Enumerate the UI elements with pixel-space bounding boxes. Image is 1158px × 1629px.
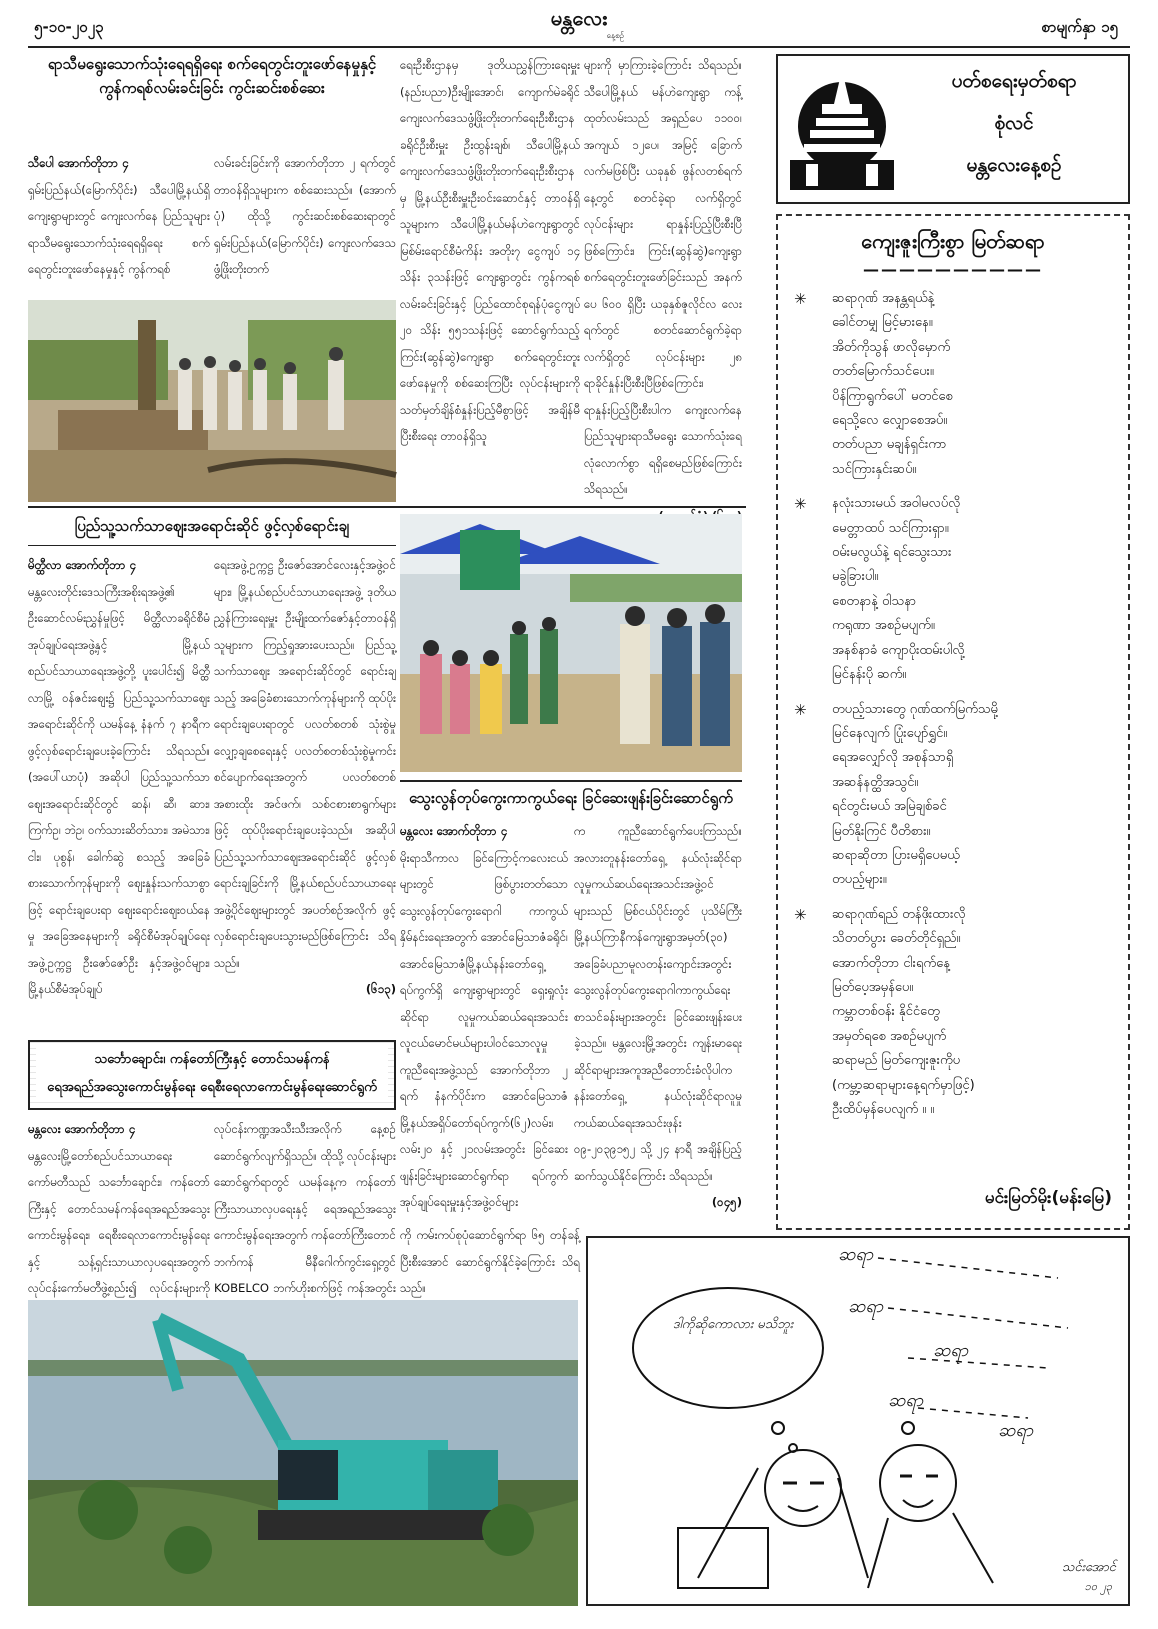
article1-photo-drilling-site (28, 300, 396, 502)
article2-byline: မိတ္ထီလာ အောက်တိုဘာ ၄ (28, 558, 136, 572)
cartoon-shout-5: ဆရာ (998, 1420, 1034, 1441)
poem-line: အောက်တိုဘာ ငါးရက်နေ့ (832, 955, 950, 971)
poem-line: တတ်မြောက်သင်ပေး။ (832, 364, 934, 380)
cartoon-signature-date: ၁၀ ၂၃ (1084, 1580, 1112, 1593)
issue-date: ၅-၁၀-၂၀၂၃ (34, 18, 104, 36)
article1-col1 (28, 150, 210, 290)
poem-line: မြင်နန်းပို ဆက်။ (832, 667, 907, 683)
poem-line: ပိန်ကြာရွက်ပေါ် မတင်စေ (832, 388, 953, 404)
poem-line: အမှတ်ရစေ အစဉ်မပျက် (832, 1028, 947, 1044)
cartoon-signature: သင်းအောင် (1061, 1560, 1116, 1575)
poem-line: တပည့်သားတွေ ဂုဏ်ထက်မြက်သမို့ (832, 701, 998, 717)
poem-box (776, 214, 1130, 1230)
poem-line: ရေသို့လေ လျှောစေအပ်။ (832, 413, 948, 429)
poem-stanza (794, 698, 1112, 893)
article1-headline (28, 52, 396, 100)
article2-code: (၆၁၃) (365, 982, 396, 996)
article4-headline-line2: ရေအရည်အသွေးကောင်းမွန်ရေး ရေစီးရေလာကောင်းမွန်ရေးဆောင်ရွက် (36, 1074, 388, 1102)
article1-col2-text: လမ်းခင်းခြင်းကို အောက်တိုဘာ ၂ ရက်တွင် တာဝန်ရှိသူများက စစ်ဆေးသည်။ (အောက်ပုံ) ထိုသို့ ကွင်းဆင်းစစ်ဆေးရာတွင် ရှမ်းပြည်နယ်(မြောက်ပိုင်း) ကျေးလက်ဒေသဖွံ့ဖြိုးတိုးတက် (214, 156, 396, 276)
article2-headline: ပြည်သူ့သက်သာဈေးအရောင်းဆိုင် ဖွင့်လှစ်ရောင်းချ (74, 517, 350, 535)
article1-col4 (584, 52, 742, 502)
article3-top-rule (400, 780, 742, 782)
poem-line: ကရုဏာ အစဉ်မပျက်။ (832, 618, 935, 634)
poem-line: ဆရာဂုဏ်ရည် တန်ဖိုးထားလို (832, 906, 966, 922)
poem-line: ဝမ်းမလွယ်နဲ့ ရင်သွေးသား (832, 545, 952, 561)
poem-line: ဦးထိပ်မှန်ပေလျက် ။ ။ (832, 1102, 935, 1117)
asterisk-icon: ✳ (794, 700, 807, 719)
article4-col1-text: မန္တလေးမြို့တော်စည်ပင်သာယာရေးကော်မတီသည် သင်္ဘောချောင်း၊ ကန်တော်ကြီးနှင့် တောင်သမန်ကန်ရေအရည်အသွေးကောင်းမွန်ရေး၊ ရေစီးရေလာကောင်းမွန်ရေးနှင့် သန့်ရှင်းသာယာလှပရေးအတွက် လုပ်ငန်းကော်မတီဖွဲ့စည်း၍ လုပ်ငန်းများကို (28, 1148, 210, 1295)
divider-1 (28, 506, 746, 508)
article1-headline-line2: ကွန်ကရစ်လမ်းခင်းခြင်း ကွင်းဆင်းစစ်ဆေး (99, 79, 325, 97)
poem-divider: —————————— (863, 260, 1043, 279)
banner-line-1: ပတ်စရေးမှတ်စရာ (951, 70, 1077, 92)
article4-col3 (400, 1222, 580, 1296)
banner-line-2: စုံလင် (994, 112, 1034, 134)
poem-line: ရေအလျှော်လို အစုန်သာရှိ (832, 750, 954, 766)
article2-col2-text: ရေးအဖွဲ့ဥက္ကဋ္ဌ ဦးဇော်အောင်လေးနှင့်အဖွဲ့ဝင်များ၊ မြို့နယ်စည်ပင်သာယာရေးအဖွဲ့ ဒုတိယညွှန်ကြားရေးမှူး ဦးမျိုးထက်ဇော်နှင့်တာဝန်ရှိသူများက ကြည့်ရှုအားပေးသည်။ ပြည်သူ့သက်သာဈေး အရောင်းဆိုင်တွင် ရောင်းချသည့် အခြေခံစားသောက်ကုန်များကို ထုပ်ပိုးရောင်းချပေးရာတွင် ပလတ်စတစ် သုံးစွဲမှုလျှော့ချစေရေးနှင့် ပလတ်စတစ်သုံးစွဲမှုကင်းစင်ပျောက်ရေးအတွက် ပလတ်စတစ်အစားထိုး အင်ဖက်၊ သစ်ငစားစာရွက်များဖြင့် ထုပ်ပိုးရောင်းချပေးခဲ့သည်။ အဆိုပါ ပြည်သူ့သက်သာဈေးအရောင်းဆိုင် ဖွင့်လှစ်ရောင်းချခြင်းကို မြို့နယ်စည်ပင်သာယာရေးအဖွဲ့ပိုင်ဈေးများတွင် အပတ်စဉ်အလိုက် ဖွင့်လှစ်ရောင်းချပေးသွားမည်ဖြစ်ကြောင်း သိရသည်။ (214, 558, 396, 970)
poem-line: သိတတ်ပွား ခေတ်တိုင်ရှည်။ (832, 931, 961, 947)
masthead-subtitle: နေ့စဉ် (606, 31, 624, 40)
article1-headline-line1: ရာသီမရွေးသောက်သုံးရေရရှိရေး စက်ရေတွင်းတူးဖော်နေမှုနှင့် (47, 55, 377, 73)
article2-col1 (28, 552, 210, 1036)
cartoon-shout-2: ဆရာ (848, 1296, 884, 1317)
poem-line: မေတ္တာထပ် သင်ကြားရှာ။ (832, 520, 949, 536)
poem-stanza (794, 492, 1112, 687)
poem-line: တတ်ပညာ မချန်ရှင်းကာ (832, 437, 947, 453)
poem-stanza (794, 287, 1112, 482)
poem-line: (ကမ္ဘာ့ဆရာများနေ့ရက်မှာဖြင့်) (832, 1077, 975, 1093)
cartoon-shout-1: ဆရာ (838, 1244, 874, 1265)
poem-line: မြင်နေလျက် ပြုံးပျော်ရွှင်။ (832, 725, 948, 741)
poem-line: မြတ်ပေ့အမှန်ပေ။ (832, 979, 914, 995)
article4-col1 (28, 1116, 210, 1296)
article2-col2 (214, 552, 396, 1036)
cartoon-drawing (588, 1238, 1128, 1604)
article1-col3 (400, 52, 580, 502)
article1-byline: သီပေါ အောက်တိုဘာ ၄ (28, 156, 129, 170)
poem-stanzas (794, 287, 1112, 1122)
cartoon-shout-4: ဆရာ (888, 1390, 924, 1411)
article3-code: (၀၄၅) (711, 1195, 742, 1209)
poem-line: ဆရာဆိုတာ ပြားမရှိပေမယ့် (832, 847, 960, 863)
poem-line: အနစ်နာခံ ကျောပိုးထမ်းပါလို့ (832, 642, 965, 658)
masthead-title: မန္တလေး (550, 6, 608, 30)
article3-col1 (400, 818, 568, 1222)
poem-line: အိတ်ကိုသွန် ဖာလိုမှောက် (832, 339, 951, 355)
header-rule (28, 46, 1130, 48)
poem-author: မင်းမြတ်မိုး(မန်းမြေ) (984, 1188, 1112, 1208)
cartoon-panel (586, 1236, 1130, 1606)
article4-photo-excavator (28, 1300, 578, 1606)
poem-line: ရင်တွင်းမယ် အမြဲချစ်ခင် (832, 799, 947, 815)
cartoon-shout-3: ဆရာ (933, 1340, 969, 1361)
masthead-logo (520, 6, 638, 46)
article3-col2 (574, 818, 742, 1222)
article4-headline-line1: သင်္ဘောချောင်း၊ ကန်တော်ကြီးနှင့် တောင်သမန်ကန် (36, 1046, 388, 1074)
poem-line: ဆရာဂုဏ် အနန္တရယ်နဲ့ (832, 291, 935, 306)
poem-line: တပည့်များ။ (832, 872, 887, 888)
article2-headline-rule (28, 545, 396, 546)
asterisk-icon: ✳ (794, 495, 807, 514)
article2-photo-market-queue (400, 514, 742, 772)
poem-line: ကမ္ဘာတစ်ဝန်း နိုင်ငံတွေ (832, 1004, 940, 1020)
poem-line: သင်ကြားနှင်းဆပ်။ (832, 461, 917, 477)
pagoda-icon (786, 64, 898, 194)
poem-line: စေတနာနဲ့ ဝါသနာ (832, 593, 917, 609)
poem-line: ဆရာမည် မြတ်ကျေးဇူးကိုပ (832, 1053, 961, 1069)
poem-line: ခေါင်တမျှ မြင့်မားနေ။ (832, 315, 933, 331)
article2-col1-text: မန္တလေးတိုင်းဒေသကြီးအစိုးရအဖွဲ့၏ ဦးဆောင်လမ်းညွှန်မှုဖြင့် မိတ္ထီလာခရိုင်စီမံအုပ်ချုပ်ရေးအဖွဲ့နှင့် မြို့နယ်စည်ပင်သာယာရေးအဖွဲ့တို့ ပူးပေါင်း၍ မိတ္ထီလာမြို့ ဝန်ဇင်းဈေး၌ ပြည်သူ့သက်သာဈေးအရောင်းဆိုင်ကို ယမန်နေ့ နံနက် ၇ နာရီက ဖွင့်လှစ်ရောင်းချပေးခဲ့ကြောင်း သိရသည်။ (အပေါ်ယာပုံ) အဆိုပါ ပြည်သူ့သက်သာဈေးအရောင်းဆိုင်တွင် ဆန်၊ ဆီ၊ ဆား၊ ကြက်ဥ၊ ဘဲဥ၊ ဝက်သားဆိတ်သား၊ အမဲသား၊ ငါး၊ ပုစွန်၊ ခေါက်ဆွဲ စသည့် အခြေခံစားသောက်ကုန်များကို ဈေးနှုန်းသက်သာစွာဖြင့် ရောင်းချပေးရာ ဈေးရောင်းဈေးဝယ်နေမှု အခြေအနေများကို ခရိုင်စီမံအုပ်ချုပ်ရေးအဖွဲ့ဥက္ကဋ္ဌ ဦးဇော်ဇော်ဦး နှင့်အဖွဲ့ဝင်များ၊ မြို့နယ်စီမံအုပ်ချုပ် (28, 584, 210, 996)
cartoon-speech-bubble: ဒါကိုဆိုကောလား မသိဘူး (672, 1317, 794, 1332)
article4-byline: မန္တလေး အောက်တိုဘာ ၄ (28, 1122, 136, 1136)
article4-col2 (214, 1116, 396, 1296)
poem-line: မြတ်နိုးကြင် ပီတိစား။ (832, 823, 931, 839)
article4-col2-text: လုပ်ငန်းကဏ္ဍအသီးသီးအလိုက် နေ့စဉ်ဆောင်ရွက်လျက်ရှိသည်။ ထိုသို့ လုပ်ငန်းများဆောင်ရွက်ရာတွင် ယမန်နေ့က ကန်တော်ကြီးသာယာလှပရေးနှင့် ရေအရည်အသွေးကောင်းမွန်ရေးအတွက် ကန်တော်ကြီးတောင်ဘက်ကန် မီနီဂေါက်ကွင်းရှေ့တွင် KOBELCO ဘက်ဟိုးစက်ဖြင့် ကန်အတွင်း (214, 1122, 396, 1295)
poem-line: မခွဲခြားပါ။ (832, 569, 879, 585)
article3-col1-text: မိုးရာသီကာလ ခြင်ကြောင့်ကလေးငယ်များတွင် ဖြစ်ပွားတတ်သော သွေးလွန်တုပ်ကွေးရောဂါ ကာကွယ်နှိမ်နင်းရေးအတွက် အောင်မြေသာဇံခရိုင်၊ အောင်မြေသာဇံမြို့နယ်နန်းတော်ရှေ့ရပ်ကွက်ရှိ ကျေးရွာများတွင် ရှေးရှုလုံးဆိုင်ရာ လူမှုကယ်ဆယ်ရေးအသင်း လူငယ်မောင်မယ်များပါဝင်သောလူမှုကူညီရေးအဖွဲ့သည် အောက်တိုဘာ ၂ ရက် နံနက်ပိုင်းက အောင်မြေသာဇံမြို့နယ်အရှိပ်တော်ရပ်ကွက်(၆၂)လမ်း၊ လမ်း၂၀ နှင့် ၂၁လမ်းအတွင်း ခြင်ဆေးဖျန်းခြင်းများဆောင်ရွက်ရာ ရပ်ကွက်အုပ်ချုပ်ရေးမှူးနှင့်အဖွဲ့ဝင်များ (400, 850, 568, 1209)
banner-line-3: မန္တလေးနေ့စဉ် (966, 154, 1062, 176)
asterisk-icon: ✳ (794, 905, 807, 924)
article1-col3-text: ရေးဦးစီးဌာနမှ ဒုတိယညွှန်ကြားရေးမှူး (နည်းပညာ)ဦးမျိုးအောင်၊ ကျောက်မဲခရိုင်ကျေးလက်ဒေသဖွံ့ဖြိုးတိုးတက်ရေးဦးစီးဌာန ခရိုင်ဦးစီးမှူး ဦးထွန်းချစ်၊ သီပေါမြို့နယ်ကျေးလက်ဒေသဖွံ့ဖြိုးတိုးတက်ရေးဦးစီးဌာနမှ မြို့နယ်ဦးစီးမှူးဦးဝင်းဆောင်နှင့် တာဝန်ရှိသူများက သီပေါမြို့နယ်မန်ဟဲကျေးရွာတွင် မြစ်မ်းရောင်စီမံကိန်း အတိုး၇ ငွေကျပ် ၁၄ သိန်း ၃သန်းဖြင့် ကျေးရွာတွင်း ကွန်ကရစ်လမ်းခင်းခြင်းနှင့် ပြည်ထောင်စုရန်ပုံငွေကျပ် ၂၀ သိန်း ၅၅၁သန်းဖြင့် ဆောင်ရွက်သည့် ကြင်း(ဆွန်ဆွဲ)ကျေးရွာ စက်ရေတွင်းတူးဖော်နေမှုကို စစ်ဆေးကြပြီး လုပ်ငန်းများကို သတ်မှတ်ချိန်စံနှုန်းပြည့်မီစွာဖြင့် အချိန်မီပြီးစီးရေး တာဝန်ရှိသူ (400, 58, 580, 443)
poem-line: နလုံးသားမယ် အဝါမလပ်လို (832, 496, 961, 512)
article3-col2-text: က ကူညီဆောင်ရွက်ပေးကြသည်။ အလားတူနန်းတော်ရှေ့ နယ်လုံးဆိုင်ရာ လူမှုကယ်ဆယ်ရေးအသင်းအဖွဲ့ဝင်များသည် မြစ်ငယ်ပိုင်းတွင် ပုသိမ်ကြီးမြို့နယ်ကြာနီကန်ကျေးရွာအမှတ်(၃၀) အခြေခံပညာမူလတန်းကျောင်းအတွင်း သွေးလွန်တုပ်ကွေးရောဂါကာကွယ်ရေးစာသင်ခန်းများအတွင်း ခြင်ဆေးဖျန်းပေးခဲ့သည်။ မန္တလေးမြို့အတွင်း ကျန်းမာရေးဆိုင်ရာများအကူအညီတောင်းခံလိုပါက နန်းတော်ရှေ့ နယ်လုံးဆိုင်ရာလူမှုကယ်ဆယ်ရေးအသင်းဖုန်း ၀၉-၂၀၃၉၁၅၂ သို့ ၂၄ နာရီ အချိန်ပြည့် ဆက်သွယ်နိုင်ကြောင်း သိရသည်။ (574, 824, 742, 1183)
poem-line: အဆန်နတ္ထိအသွင်။ (832, 774, 919, 790)
article4-col3-text: ကို ကမ်းကပ်စုပုံဆောင်ရွက်ရာ ၆၅ တန်ခန့်ပြီးစီးအောင် ဆောင်ရွက်နိုင်ခဲ့ကြောင်း သိရသည်။ (400, 1228, 580, 1295)
column-banner (776, 54, 1130, 204)
asterisk-icon: ✳ (794, 290, 807, 308)
article1-col2 (214, 150, 396, 290)
poem-title: ကျေးဇူးကြီးစွာ မြတ်ဆရာ (861, 229, 1045, 253)
page-number: စာမျက်နှာ ၁၅ (1041, 18, 1118, 36)
article3-byline: မန္တလေး အောက်တိုဘာ ၄ (400, 824, 508, 838)
article4-headline-box (28, 1040, 396, 1110)
article1-col1-text: ရှမ်းပြည်နယ်(မြောက်ပိုင်း) သီပေါမြို့နယ်ရှိ ကျေးရွာများတွင် ကျေးလက်နေ ပြည်သူများ ရာသီမရွေးသောက်သုံးရေရရှိရေး စက်ရေတွင်းတူးဖော်နေမှုနှင့် ကွန်ကရစ် (28, 182, 210, 276)
article1-col4-text: များကို မှာကြားခဲ့ကြောင်း သိရသည်။ သီပေါမြို့နယ် မန်ဟဲကျေးရွာ ကန့်ထုတ်လမ်းသည် အရှည်ပေ ၁၁၀၀၊ အကျယ် ၁၂ပေ၊ အမြင့် ခြောက်လက်မဖြစ်ပြီး ယခုနှစ် ဖွန်လတစ်ရက်နေ့တွင် စတင်ခဲ့ရာ လက်ရှိတွင် လုပ်ငန်းများ ရာနှုန်းပြည့်ပြီးစီးပြီဖြစ်ကြောင်း၊ ကြင်း(ဆွန်ဆွဲ)ကျေးရွာ စက်ရေတွင်းတူးဖော်ခြင်းသည် အနက်ပေ ၆၀၀ ရှိပြီး ယခုနှစ်ဇူလိုင်လ လေးရက်တွင် စတင်ဆောင်ရွက်ခဲ့ရာ လက်ရှိတွင် လုပ်ငန်းများ ၂၈ ရာခိုင်နှုန်းပြီးစီးပြီဖြစ်ကြောင်း၊ ရာနှုန်းပြည့်ပြီးစီးပါက ကျေးလက်နေပြည်သူများရာသီမရွေး သောက်သုံးရေလုံလောက်စွာ ရရှိစေမည်ဖြစ်ကြောင်း သိရသည်။ (584, 58, 742, 496)
poem-stanza (794, 903, 1112, 1123)
article3-headline: သွေးလွန်တုပ်ကွေးကာကွယ်ရေး ခြင်ဆေးဖျန်းခြင်းဆောင်ရွက် (409, 789, 733, 807)
